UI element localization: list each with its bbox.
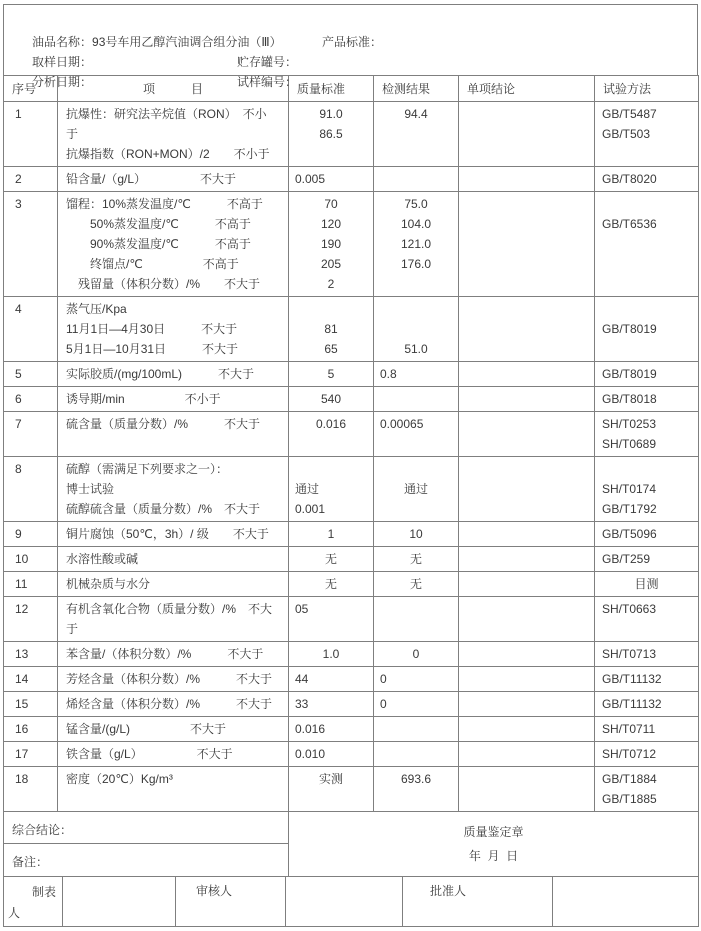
cell-line: 0: [380, 672, 387, 686]
cell-line: 无: [324, 552, 337, 566]
standard-cell: [289, 412, 374, 457]
cell-line: 50%蒸发温度/℃ 不高于: [66, 217, 251, 231]
cell-line: 铜片腐蚀（50℃，3h）/ 级 不大于: [66, 527, 269, 541]
cell-line: 121.0: [400, 237, 432, 251]
standard-cell: [289, 767, 374, 812]
conclusion-cell: [459, 457, 595, 522]
cell-line: [289, 299, 373, 319]
table-row: [4, 522, 699, 547]
item-cell: [58, 642, 289, 667]
item-cell: [58, 412, 289, 457]
method-cell: [595, 667, 699, 692]
cell-line: 0.005: [295, 172, 326, 186]
method-cell: [595, 767, 699, 812]
standard-cell: [289, 102, 374, 167]
cell-line: GB/T259: [602, 552, 651, 566]
cell-line: 33: [295, 697, 309, 711]
standard-cell: [289, 192, 374, 297]
table-row: [4, 717, 699, 742]
cell-line: 5: [327, 367, 335, 381]
standard-cell: [289, 387, 374, 412]
cell-line: 0.8: [380, 367, 397, 381]
standard-cell: [289, 597, 374, 642]
cell-line: 无: [409, 552, 422, 566]
cell-line: 于: [66, 127, 79, 141]
cell-line: 诱导期/min 不小于: [66, 392, 221, 406]
cell-line: 05: [295, 602, 309, 616]
cell-line: 10: [15, 552, 29, 566]
conclusion-cell: [459, 742, 595, 767]
approver-signature-cell: [553, 877, 699, 927]
cell-line: 91.0: [319, 107, 343, 121]
cell-line: 4: [15, 302, 22, 316]
standard-cell: [289, 742, 374, 767]
cell-line: 0: [380, 697, 387, 711]
table-row: [4, 412, 699, 457]
item-cell: [58, 547, 289, 572]
col-header-item: 项 目: [58, 76, 289, 102]
cell-line: 205: [320, 257, 342, 271]
main-table: [3, 75, 699, 812]
cell-line: 苯含量/（体积分数）/% 不大于: [66, 647, 264, 661]
sample-number-label: 试样编号：: [237, 75, 298, 89]
item-cell: [58, 667, 289, 692]
item-cell: [58, 297, 289, 362]
col-header-standard: 质量标准: [289, 76, 374, 102]
cell-line: 0.016: [295, 722, 326, 736]
table-row: [4, 297, 699, 362]
result-cell: [374, 597, 459, 642]
conclusion-cell: [459, 572, 595, 597]
item-cell: [58, 597, 289, 642]
cell-line: SH/T0711: [602, 722, 656, 736]
cell-line: GB/T5096: [602, 527, 657, 541]
cell-line: 70: [324, 197, 338, 211]
conclusion-cell: [459, 717, 595, 742]
cell-line: GB/T11132: [602, 672, 662, 686]
cell-line: [374, 459, 458, 479]
method-cell: [595, 522, 699, 547]
cell-line: 通过: [295, 482, 320, 496]
result-cell: [374, 572, 459, 597]
cell-line: GB/T8018: [602, 392, 657, 406]
cell-line: 1: [15, 107, 22, 121]
method-cell: [595, 597, 699, 642]
cell-line: 11月1日—4月30日 不大于: [66, 322, 238, 336]
result-cell: [374, 412, 459, 457]
result-cell: [374, 457, 459, 522]
analysis-date-label: 分析日期：: [32, 75, 93, 89]
item-cell: [58, 192, 289, 297]
cell-line: 于: [66, 622, 79, 636]
cell-line: 90%蒸发温度/℃ 不高于: [66, 237, 251, 251]
cell-line: 0.00065: [380, 417, 424, 431]
conclusion-cell: [459, 362, 595, 387]
cell-line: 86.5: [319, 127, 343, 141]
table-row: [4, 387, 699, 412]
conclusion-cell: [459, 412, 595, 457]
row-number-cell: [4, 362, 58, 387]
cell-line: GB/T1884: [602, 772, 657, 786]
cell-line: 实际胶质/(mg/100mL) 不大于: [66, 367, 255, 381]
cell-line: 无: [409, 577, 422, 591]
cell-line: 104.0: [400, 217, 432, 231]
result-cell: [374, 767, 459, 812]
col-header-method: 试验方法: [595, 76, 699, 102]
cell-line: GB/T11132: [602, 697, 662, 711]
oil-name-label: 油品名称：: [32, 35, 93, 49]
cell-line: 残留量（体积分数）/% 不大于: [66, 277, 261, 291]
table-row: [4, 167, 699, 192]
cell-line: SH/T0253: [602, 417, 657, 431]
cell-line: GB/T8019: [602, 367, 657, 381]
cell-line: 无: [324, 577, 337, 591]
table-row: [4, 457, 699, 522]
stamp-cell: [289, 812, 699, 877]
cell-line: 17: [15, 747, 29, 761]
method-cell: [595, 412, 699, 457]
cell-line: 0.001: [295, 502, 326, 516]
product-standard-label: 产品标准：: [322, 35, 383, 49]
cell-line: GB/T1885: [602, 792, 657, 806]
cell-line: 博士试验: [66, 482, 115, 496]
standard-cell: [289, 547, 374, 572]
cell-line: 75.0: [404, 197, 428, 211]
item-cell: [58, 167, 289, 192]
cell-line: 硫醇（需满足下列要求之一）：: [66, 462, 229, 476]
standard-cell: [289, 457, 374, 522]
cell-line: [602, 194, 698, 214]
row-number-cell: [4, 522, 58, 547]
cell-line: 10: [409, 527, 423, 541]
cell-line: 锰含量/(g/L) 不大于: [66, 722, 227, 736]
method-cell: [595, 362, 699, 387]
cell-line: [374, 319, 458, 339]
conclusion-cell: [459, 597, 595, 642]
conclusion-cell: [459, 767, 595, 812]
cell-line: SH/T0174: [602, 482, 657, 496]
cell-line: 693.6: [400, 772, 432, 786]
row-number-cell: [4, 692, 58, 717]
cell-line: GB/T6536: [602, 217, 657, 231]
standard-cell: [289, 297, 374, 362]
reviewer-signature-cell: [286, 877, 403, 927]
storage-tank-label: 贮存罐号：: [237, 55, 298, 69]
method-cell: [595, 642, 699, 667]
table-row: [4, 597, 699, 642]
method-cell: [595, 742, 699, 767]
cell-line: 铁含量（g/L） 不大于: [66, 747, 233, 761]
oil-name-value: 93号车用乙醇汽油调合组分油（Ⅲ）: [92, 35, 282, 49]
item-cell: [58, 457, 289, 522]
reviewer-label: 审核人: [176, 877, 286, 927]
standard-cell: [289, 642, 374, 667]
cell-line: 烯烃含量（体积分数）/% 不大于: [66, 697, 273, 711]
cell-line: SH/T0712: [602, 747, 657, 761]
cell-line: [374, 299, 458, 319]
approver-label: 批准人: [403, 877, 553, 927]
cell-line: 抗爆指数（RON+MON）/2 不小于: [66, 147, 270, 161]
method-cell: [595, 692, 699, 717]
cell-line: 51.0: [404, 342, 428, 356]
row-number-cell: [4, 742, 58, 767]
cell-line: 通过: [403, 482, 428, 496]
cell-line: 65: [324, 342, 338, 356]
table-row: [4, 692, 699, 717]
standard-cell: [289, 572, 374, 597]
table-row: [4, 102, 699, 167]
cell-line: 44: [295, 672, 309, 686]
conclusion-cell: [459, 667, 595, 692]
result-cell: [374, 742, 459, 767]
cell-line: 实测: [318, 772, 343, 786]
cell-line: 15: [15, 697, 29, 711]
table-row: [4, 572, 699, 597]
conclusion-cell: [459, 387, 595, 412]
cell-line: 5: [15, 367, 22, 381]
cell-line: 目测: [634, 577, 659, 591]
item-cell: [58, 362, 289, 387]
cell-line: 176.0: [400, 257, 432, 271]
method-cell: [595, 717, 699, 742]
cell-line: GB/T5487: [602, 107, 657, 121]
cell-line: SH/T0713: [602, 647, 657, 661]
standard-cell: [289, 522, 374, 547]
method-cell: [595, 297, 699, 362]
item-cell: [58, 717, 289, 742]
row-number-cell: [4, 717, 58, 742]
result-cell: [374, 167, 459, 192]
cell-line: GB/T503: [602, 127, 651, 141]
cell-line: 81: [324, 322, 338, 336]
preparer-signature-cell: [63, 877, 176, 927]
result-cell: [374, 192, 459, 297]
row-number-cell: [4, 297, 58, 362]
item-cell: [58, 102, 289, 167]
method-cell: [595, 167, 699, 192]
result-cell: [374, 297, 459, 362]
item-cell: [58, 522, 289, 547]
result-cell: [374, 717, 459, 742]
result-cell: [374, 642, 459, 667]
cell-line: 9: [15, 527, 22, 541]
cell-line: 芳烃含量（体积分数）/% 不大于: [66, 672, 273, 686]
cell-line: GB/T8019: [602, 322, 657, 336]
table-row: [4, 767, 699, 812]
cell-line: 3: [15, 197, 22, 211]
row-number-cell: [4, 597, 58, 642]
cell-line: GB/T8020: [602, 172, 657, 186]
row-number-cell: [4, 457, 58, 522]
row-number-cell: [4, 547, 58, 572]
row-number-cell: [4, 412, 58, 457]
cell-line: 12: [15, 602, 29, 616]
standard-cell: [289, 167, 374, 192]
cell-line: 14: [15, 672, 29, 686]
table-row: [4, 667, 699, 692]
preparer-label: 制表人: [4, 877, 63, 927]
standard-cell: [289, 667, 374, 692]
cell-line: 有机含氧化合物（质量分数）/% 不大: [66, 602, 273, 616]
row-number-cell: [4, 192, 58, 297]
main-table-body: [4, 102, 699, 812]
cell-line: 18: [15, 772, 29, 786]
stamp-text: 质量鉴定章: [463, 825, 524, 839]
cell-line: GB/T1792: [602, 502, 657, 516]
sampling-date-label: 取样日期：: [32, 55, 93, 69]
conclusion-cell: [459, 297, 595, 362]
table-row: [4, 642, 699, 667]
cell-line: 5月1日—10月31日 不大于: [66, 342, 239, 356]
result-cell: [374, 102, 459, 167]
item-cell: [58, 692, 289, 717]
col-header-result: 检测结果: [374, 76, 459, 102]
cell-line: 1: [327, 527, 335, 541]
cell-line: 7: [15, 417, 22, 431]
cell-line: 密度（20℃）Kg/m³: [66, 772, 173, 786]
standard-cell: [289, 717, 374, 742]
conclusion-section: [3, 811, 699, 877]
method-cell: [595, 387, 699, 412]
conclusion-cell: [459, 167, 595, 192]
cell-line: 铅含量/（g/L） 不大于: [66, 172, 237, 186]
cell-line: 2: [15, 172, 22, 186]
cell-line: 120: [320, 217, 342, 231]
cell-line: 0.010: [295, 747, 326, 761]
cell-line: 硫醇硫含量（质量分数）/% 不大于: [66, 502, 261, 516]
item-cell: [58, 387, 289, 412]
summary-label: 综合结论：: [4, 812, 289, 844]
table-row: [4, 192, 699, 297]
cell-line: [602, 299, 698, 319]
table-row: [4, 547, 699, 572]
method-cell: [595, 192, 699, 297]
cell-line: 94.4: [404, 107, 428, 121]
row-number-cell: [4, 667, 58, 692]
method-cell: [595, 572, 699, 597]
method-cell: [595, 457, 699, 522]
result-cell: [374, 522, 459, 547]
result-cell: [374, 387, 459, 412]
method-cell: [595, 102, 699, 167]
cell-line: 190: [320, 237, 342, 251]
cell-line: 11: [15, 577, 28, 591]
item-cell: [58, 767, 289, 812]
standard-cell: [289, 362, 374, 387]
table-row: [4, 742, 699, 767]
row-number-cell: [4, 767, 58, 812]
cell-line: 13: [15, 647, 29, 661]
method-cell: [595, 547, 699, 572]
result-cell: [374, 692, 459, 717]
row-number-cell: [4, 167, 58, 192]
signature-section: [3, 876, 699, 927]
cell-line: [295, 459, 373, 479]
col-header-no: 序号: [4, 76, 58, 102]
conclusion-cell: [459, 642, 595, 667]
cell-line: SH/T0689: [602, 437, 657, 451]
date-placeholder: 年 月 日: [468, 849, 519, 863]
remarks-label: 备注：: [4, 844, 289, 877]
result-cell: [374, 547, 459, 572]
table-row: [4, 362, 699, 387]
signature-row: [4, 877, 699, 927]
cell-line: 蒸气压/Kpa: [66, 302, 127, 316]
cell-line: 8: [15, 462, 22, 476]
result-cell: [374, 667, 459, 692]
cell-line: 16: [15, 722, 29, 736]
cell-line: [602, 459, 698, 479]
cell-line: 2: [327, 277, 335, 291]
result-cell: [374, 362, 459, 387]
cell-line: 硫含量（质量分数）/% 不大于: [66, 417, 261, 431]
conclusion-cell: [459, 102, 595, 167]
cell-line: 540: [320, 392, 342, 406]
cell-line: 抗爆性：研究法辛烷值（RON） 不小: [66, 107, 267, 121]
item-cell: [58, 742, 289, 767]
item-cell: [58, 572, 289, 597]
row-number-cell: [4, 572, 58, 597]
cell-line: 0.016: [315, 417, 347, 431]
cell-line: 0: [412, 647, 420, 661]
cell-line: 1.0: [322, 647, 340, 661]
cell-line: 6: [15, 392, 22, 406]
col-header-conclusion: 单项结论: [459, 76, 595, 102]
conclusion-cell: [459, 192, 595, 297]
standard-cell: [289, 692, 374, 717]
conclusion-cell: [459, 522, 595, 547]
cell-line: 机械杂质与水分: [66, 577, 151, 591]
cell-line: 终馏点/℃ 不高于: [66, 257, 239, 271]
conclusion-cell: [459, 547, 595, 572]
cell-line: 水溶性酸或碱: [66, 552, 139, 566]
summary-row: [4, 812, 699, 844]
cell-line: 馏程：10%蒸发温度/℃ 不高于: [66, 197, 263, 211]
row-number-cell: [4, 642, 58, 667]
row-number-cell: [4, 387, 58, 412]
cell-line: SH/T0663: [602, 602, 657, 616]
conclusion-cell: [459, 692, 595, 717]
oil-name-line: [12, 12, 697, 49]
